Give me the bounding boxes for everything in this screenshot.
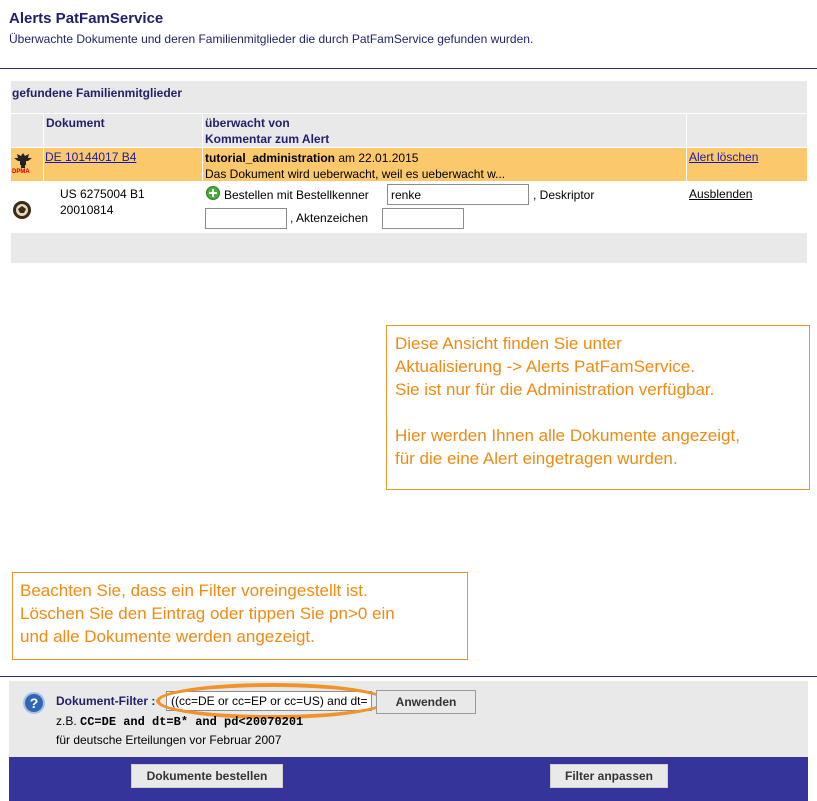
delete-alert-link[interactable]: Alert löschen	[689, 150, 759, 164]
descriptor-input[interactable]	[205, 208, 287, 229]
file-number-label: , Aktenzeichen	[290, 211, 369, 225]
example-code: CC=DE and dt=B* and pd<20070201	[80, 715, 304, 729]
page-subtitle: Überwachte Dokumente und deren Familienmitglieder die durch PatFamService gefunden wurden.	[9, 32, 534, 46]
note-line: Diese Ansicht finden Sie unter	[395, 334, 622, 353]
example-description: für deutsche Erteilungen vor Februar 2007	[56, 733, 282, 747]
note-line: für die eine Alert eingetragen wurden.	[395, 449, 678, 468]
col-head-icon	[11, 114, 43, 147]
col-watched-label: überwacht von	[205, 116, 290, 130]
member-row-document-cell	[44, 182, 202, 233]
alert-row-document-cell	[44, 148, 202, 181]
note-line	[395, 401, 801, 424]
file-number-input[interactable]	[382, 208, 464, 229]
info-note-view-location	[386, 325, 810, 490]
member-row-order-cell	[203, 182, 686, 233]
col-comment-label: Kommentar zum Alert	[205, 132, 330, 146]
top-divider	[0, 68, 817, 69]
footer-bar	[9, 757, 808, 801]
document-link[interactable]: DE 10144017 B4	[45, 150, 137, 164]
note-line: Hier werden Ihnen alle Dokumente angezeigt,	[395, 426, 740, 445]
office-badge: DPMA	[12, 169, 30, 175]
alert-comment: Das Dokument wird ueberwacht, weil es ueberwacht w...	[205, 167, 506, 181]
note-line: Sie ist nur für die Administration verfügbar.	[395, 380, 715, 399]
order-code-input[interactable]	[387, 184, 529, 205]
filter-panel	[9, 681, 808, 757]
alert-row-watched-cell	[203, 148, 686, 181]
note-line: Löschen Sie den Eintrag oder tippen Sie pn>0 ein	[20, 604, 395, 623]
col-head-actions	[687, 114, 807, 147]
member-document: US 6275004 B1	[60, 187, 145, 201]
hide-link[interactable]: Ausblenden	[689, 187, 753, 201]
note-line: Aktualisierung -> Alerts PatFamService.	[395, 357, 695, 376]
order-documents-button[interactable]: Dokumente bestellen	[131, 764, 283, 788]
page-title: Alerts PatFamService	[9, 10, 164, 27]
col-head-document	[44, 114, 202, 147]
alert-row-icon-cell	[11, 148, 43, 181]
example-prefix: z.B.	[56, 714, 77, 728]
col-head-watched	[203, 114, 686, 147]
filter-label: Dokument-Filter :	[56, 694, 156, 708]
order-label: Bestellen mit Bestellkenner	[224, 188, 369, 202]
info-note-filter	[12, 572, 468, 660]
member-row-icon-cell	[11, 182, 43, 233]
adjust-filter-button[interactable]: Filter anpassen	[550, 764, 668, 788]
section-title: gefundene Familienmitglieder	[11, 81, 807, 113]
member-date: 20010814	[60, 203, 114, 217]
note-line: und alle Dokumente werden angezeigt.	[20, 627, 315, 646]
uspto-seal-icon	[12, 200, 32, 220]
table-footer-row	[11, 233, 807, 263]
watching-user: tutorial_administration	[205, 151, 336, 165]
add-circle-icon[interactable]	[206, 186, 220, 200]
alert-row-action-cell	[687, 148, 807, 181]
member-row-action-cell	[687, 182, 807, 233]
alert-date: am 22.01.2015	[338, 151, 419, 165]
bottom-divider	[0, 676, 817, 677]
apply-filter-button[interactable]: Anwenden	[376, 690, 476, 714]
document-filter-input[interactable]	[166, 691, 372, 711]
note-line: Beachten Sie, dass ein Filter voreingestellt ist.	[20, 581, 368, 600]
descriptor-label: , Deskriptor	[533, 188, 595, 202]
help-icon[interactable]: ?	[23, 692, 45, 714]
filter-example	[56, 714, 303, 729]
col-document-label: Dokument	[46, 116, 105, 130]
